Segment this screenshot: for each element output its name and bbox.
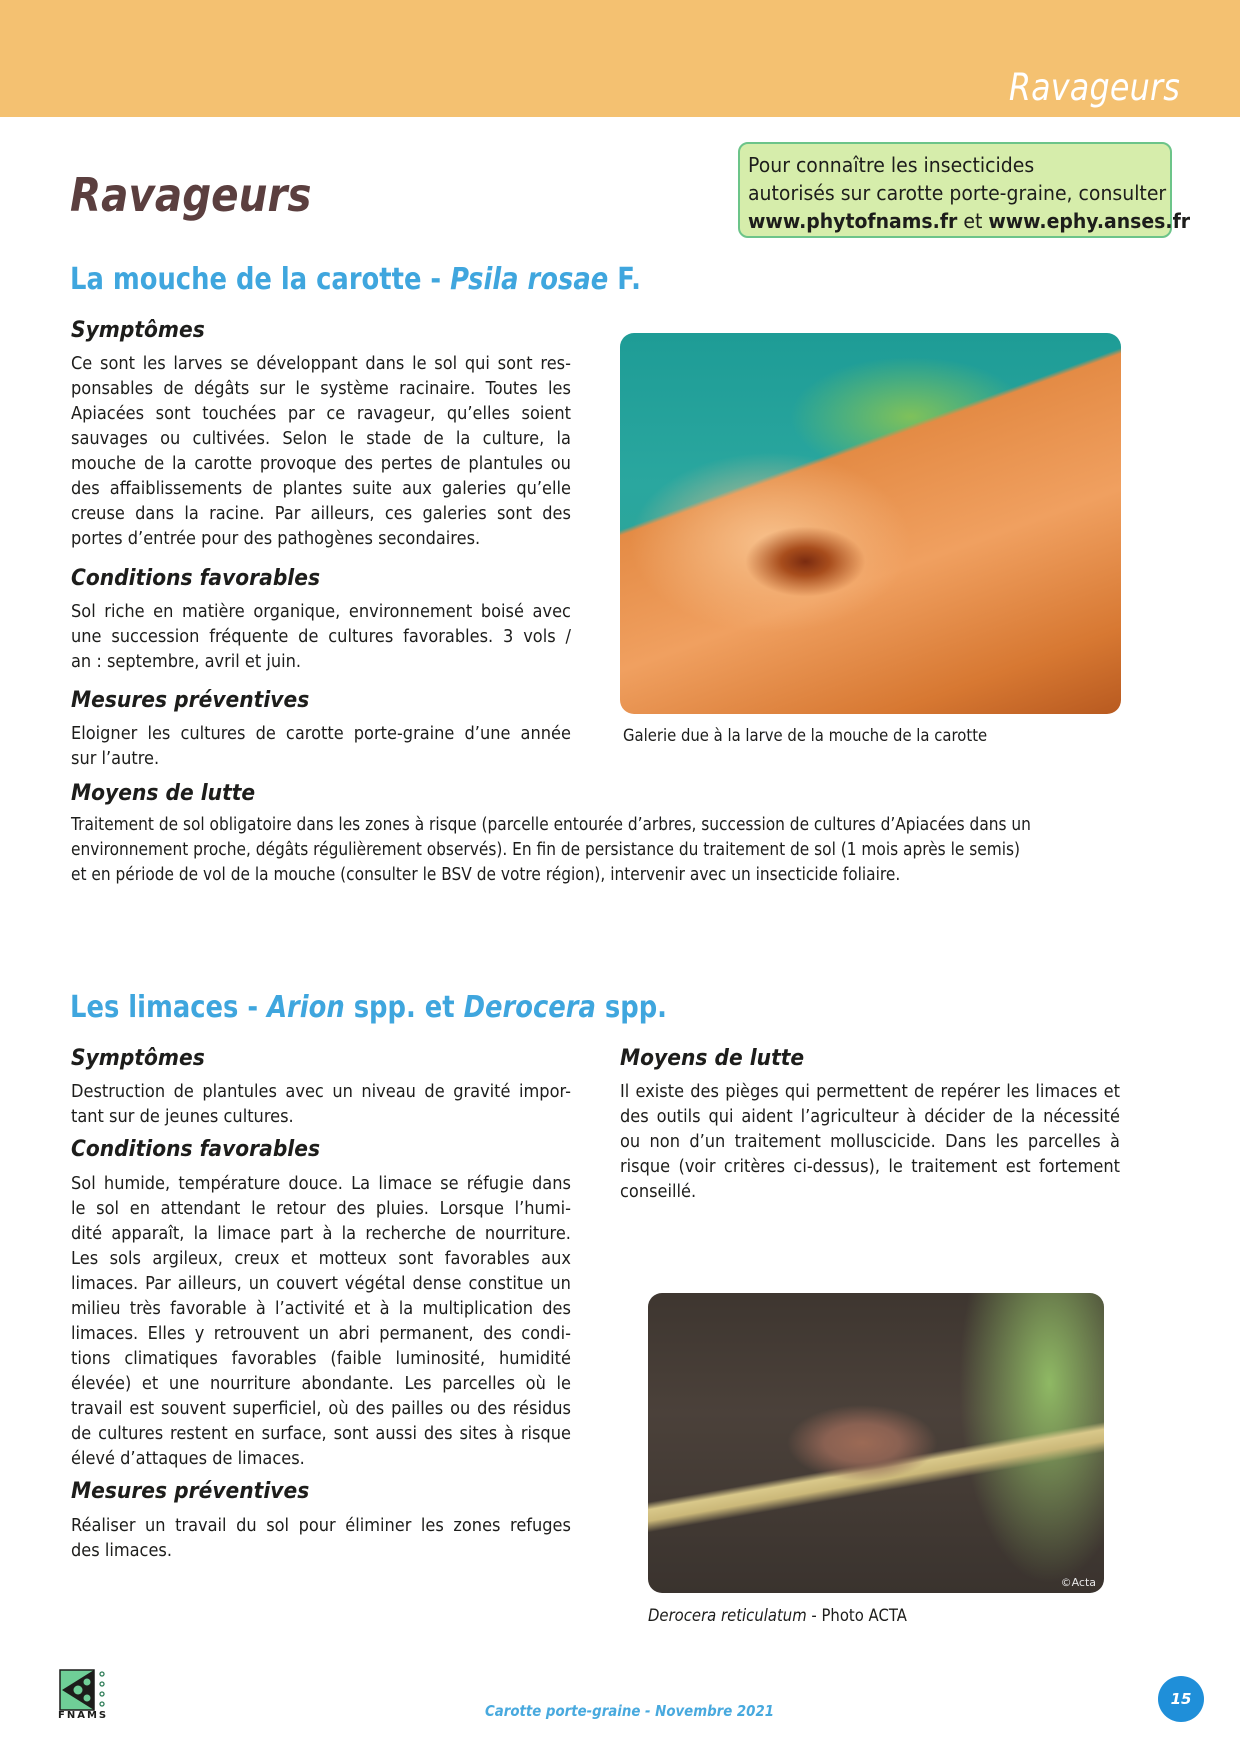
text-line: des affaiblissements de plantes suite aux galeries qu’elle [71,478,571,499]
species-name: Psila rosae [450,262,609,297]
text-line: Traitement de sol obligatoire dans les zones à risque (parcelle entourée d’arbres, succession de cultures d’Apiacées dans un [71,814,1031,835]
page-number-badge: 15 [1158,1676,1204,1722]
page-title: Ravageurs [70,168,312,222]
s2-symptomes-text [71,1079,571,1129]
s2-conditions-text [71,1171,571,1471]
text-line: risque (voir critères ci-dessus), le traitement est fortement [620,1156,1120,1177]
text-line: tions climatiques favorables (faible luminosité, humidité [71,1348,571,1369]
s2-conditions-heading: Conditions favorables [71,1137,321,1162]
text-line: creuse dans la racine. Par ailleurs, ces galeries sont des [71,503,571,524]
genus-derocera: Derocera [463,990,596,1025]
caption-credit: - Photo ACTA [806,1606,907,1625]
link-phytofnams[interactable]: www.phytofnams.fr [748,209,958,233]
text-line: an : septembre, avril et juin. [71,651,302,672]
s2-moyens-heading: Moyens de lutte [620,1046,805,1071]
text-line: sauvages ou cultivées. Selon le stade de la culture, la [71,428,571,449]
text-line: mouche de la carotte provoque des pertes de plantules ou [71,453,571,474]
header-band [0,0,1240,117]
title-text: spp. et [344,990,464,1025]
text-line: tant sur de jeunes cultures. [71,1106,294,1127]
photo-carrot-gallery [620,333,1121,714]
text-line: sur l’autre. [71,748,160,769]
text-line: portes d’entrée pour des pathogènes secondaires. [71,528,481,549]
title-text: La mouche de la carotte - [70,262,451,297]
text-line: travail est souvent superficiel, où des pailles ou des résidus [71,1398,571,1419]
s1-moyens-heading: Moyens de lutte [71,781,256,806]
info-line-1: Pour connaître les insecticides [748,153,1035,177]
text-line: limaces. Elles y retrouvent un abri permanent, des condi- [71,1323,571,1344]
text-line: ou non d’un traitement molluscicide. Dans les parcelles à [620,1131,1120,1152]
s2-moyens-text [620,1079,1120,1204]
s1-mesures-heading: Mesures préventives [71,688,310,713]
text-line: Ce sont les larves se développant dans le sol qui sont res- [71,353,571,374]
info-line-3 [748,207,1191,235]
photo-slug [648,1293,1104,1593]
s1-conditions-text [71,599,571,674]
section-title-limaces [70,990,667,1025]
info-connector: et [957,209,989,233]
text-line: Destruction de plantules avec un niveau de gravité impor- [71,1081,571,1102]
info-line-2: autorisés sur carotte porte-graine, consulter [748,181,1167,205]
text-line: des outils qui aident l’agriculteur à décider de la nécessité [620,1106,1120,1127]
caption-species: Derocera reticulatum [648,1606,807,1625]
s2-mesures-text [71,1513,571,1563]
text-line: Les sols argileux, creux et motteux sont favorables aux [71,1248,571,1269]
title-suffix: F. [608,262,641,297]
text-line: une succession fréquente de cultures favorables. 3 vols / [71,626,571,647]
text-line: Il existe des pièges qui permettent de repérer les limaces et [620,1081,1120,1102]
s2-mesures-heading: Mesures préventives [71,1479,310,1504]
title-text: spp. [595,990,667,1025]
text-line: Apiacées sont touchées par ce ravageur, qu’elles soient [71,403,571,424]
text-line: élevé d’attaques de limaces. [71,1448,305,1469]
text-line: Réaliser un travail du sol pour éliminer les zones refuges [71,1515,571,1536]
footer-publication-title: Carotte porte-graine - Novembre 2021 [485,1702,775,1720]
genus-arion: Arion [267,990,345,1025]
text-line: Sol humide, température douce. La limace se réfugie dans [71,1173,571,1194]
text-line: élevée) et une nourriture abondante. Les parcelles où le [71,1373,571,1394]
text-line: limaces. Par ailleurs, un couvert végétal dense constitue un [71,1273,571,1294]
text-line: de cultures restent en surface, sont aussi des sites à risque [71,1423,571,1444]
text-line: le sol en attendant le retour des pluies. Lorsque l’humi- [71,1198,571,1219]
text-line: Eloigner les cultures de carotte porte-graine d’une année [71,723,571,744]
s2-symptomes-heading: Symptômes [71,1046,205,1071]
insecticides-info-box [738,142,1191,238]
section-title-mouche-carotte [70,262,641,297]
text-line: des limaces. [71,1540,173,1561]
header-section-title: Ravageurs [1008,66,1180,109]
s1-mesures-text [71,721,571,771]
s1-symptomes-text [71,351,571,551]
link-ephy-anses[interactable]: www.ephy.anses.fr [988,209,1191,233]
s1-moyens-text [71,812,1121,887]
fnams-logo-text: FNAMS [58,1710,109,1721]
text-line: Sol riche en matière organique, environnement boisé avec [71,601,571,622]
photo-credit: ©Acta [1060,1576,1096,1589]
text-line: et en période de vol de la mouche (consulter le BSV de votre région), intervenir avec un insecticide foliaire. [71,864,901,885]
photo2-caption [648,1606,907,1625]
text-line: dité apparaît, la limace part à la recherche de nourriture. [71,1223,571,1244]
photo1-caption: Galerie due à la larve de la mouche de la carotte [623,726,988,745]
text-line: milieu très favorable à l’activité et à la multiplication des [71,1298,571,1319]
title-text: Les limaces - [70,990,268,1025]
s1-conditions-heading: Conditions favorables [71,566,321,591]
text-line: ponsables de dégâts sur le système racinaire. Toutes les [71,378,571,399]
text-line: environnement proche, dégâts régulièrement observés). En fin de persistance du traitement de sol (1 mois après le semis) [71,839,1021,860]
s1-symptomes-heading: Symptômes [71,318,205,343]
text-line: conseillé. [620,1181,697,1202]
